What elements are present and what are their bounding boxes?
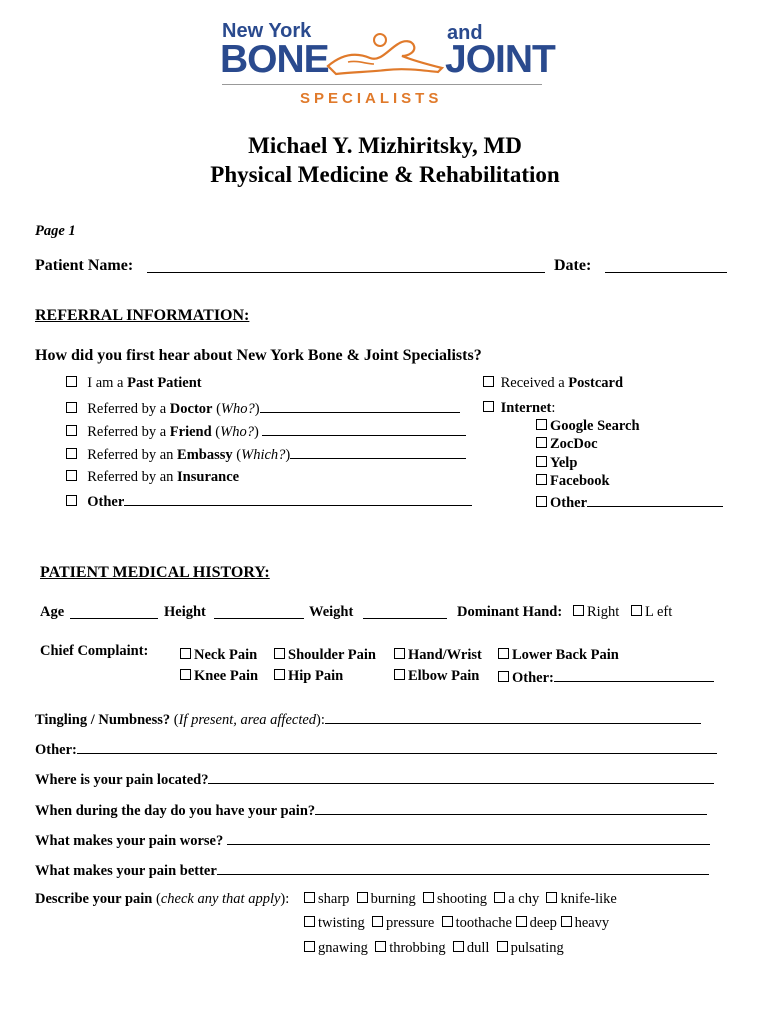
item-label: heavy <box>574 915 610 931</box>
referral-embassy[interactable] <box>66 445 466 464</box>
complaint-hip[interactable] <box>274 668 343 685</box>
item-italic: Which? <box>241 447 286 463</box>
describe-label: Describe your pain <box>35 891 153 907</box>
referral-insurance[interactable] <box>66 469 239 486</box>
checkbox[interactable] <box>536 496 547 507</box>
checkbox[interactable] <box>180 669 191 680</box>
item-label: dull <box>466 940 490 956</box>
item-text: ) <box>285 447 291 463</box>
item-bold: Doctor <box>169 401 213 417</box>
describe-note: check any that apply <box>160 891 281 907</box>
checkbox[interactable] <box>66 425 77 436</box>
item-label: Elbow Pain <box>408 668 480 684</box>
item-label: Right <box>587 604 620 620</box>
chief-complaint-label: Chief Complaint: <box>40 643 149 659</box>
referral-past-patient[interactable] <box>66 375 202 392</box>
page-number: Page 1 <box>35 223 76 239</box>
pain-achy[interactable] <box>494 891 539 907</box>
complaint-shoulder[interactable] <box>274 647 376 664</box>
item-bold: Embassy <box>177 447 233 463</box>
checkbox[interactable] <box>497 941 508 952</box>
where-label: Where is your pain located? <box>35 772 209 788</box>
item-bold: Friend <box>169 424 212 440</box>
item-text: ) <box>254 401 260 417</box>
item-text: Received a <box>500 375 569 391</box>
when-field[interactable] <box>315 801 707 815</box>
checkbox[interactable] <box>304 892 315 903</box>
tingling-note: If present, area affected <box>178 712 317 728</box>
item-label: Neck Pain <box>194 647 258 663</box>
better-row <box>35 861 709 880</box>
checkbox[interactable] <box>394 648 405 659</box>
logo-figure-icon <box>322 30 448 82</box>
checkbox[interactable] <box>536 419 547 430</box>
item-label: toothache <box>455 915 512 931</box>
complaint-knee[interactable] <box>180 668 258 685</box>
weight-label: Weight <box>309 604 354 620</box>
checkbox[interactable] <box>66 376 77 387</box>
checkbox[interactable] <box>536 474 547 485</box>
other-label: Other: <box>35 742 77 758</box>
weight-field[interactable] <box>363 605 447 619</box>
item-text: ( <box>211 424 221 440</box>
pain-toothache[interactable] <box>442 915 512 931</box>
hand-right[interactable] <box>573 604 619 621</box>
checkbox[interactable] <box>494 892 505 903</box>
pain-pulsating[interactable] <box>497 940 564 956</box>
logo-joint: JOINT <box>445 38 555 81</box>
checkbox[interactable] <box>483 376 494 387</box>
referral-question: How did you first hear about New York Bone & Joint Specialists? <box>35 347 482 364</box>
when-row <box>35 801 707 820</box>
tingling-row: Tingling / Numbness? (If present, area affected): <box>35 710 701 729</box>
item-label: Knee Pain <box>194 668 259 684</box>
referral-friend[interactable] <box>66 422 466 441</box>
item-label: sharp <box>318 891 350 907</box>
checkbox[interactable] <box>536 437 547 448</box>
specialty-title: Physical Medicine & Rehabilitation <box>210 162 560 187</box>
history-heading: PATIENT MEDICAL HISTORY: <box>40 564 270 581</box>
other-row <box>35 740 717 759</box>
checkbox[interactable] <box>274 669 285 680</box>
checkbox[interactable] <box>375 941 386 952</box>
better-field[interactable] <box>217 861 709 875</box>
checkbox[interactable] <box>453 941 464 952</box>
referral-internet[interactable] <box>483 400 555 417</box>
checkbox[interactable] <box>442 916 453 927</box>
item-label: ZocDoc <box>550 436 598 452</box>
pain-twisting[interactable] <box>304 915 365 931</box>
height-field[interactable] <box>214 605 304 619</box>
dominant-hand-label: Dominant Hand: <box>457 604 563 620</box>
item-label: Shoulder Pain <box>288 647 376 663</box>
tingling-field[interactable] <box>325 710 701 724</box>
item-label: burning <box>370 891 416 907</box>
checkbox[interactable] <box>66 448 77 459</box>
referral-other[interactable] <box>66 492 472 511</box>
other-field[interactable] <box>77 740 717 754</box>
checkbox[interactable] <box>394 669 405 680</box>
complaint-elbow[interactable] <box>394 668 479 685</box>
worse-field[interactable] <box>227 831 710 845</box>
internet-google[interactable] <box>536 418 640 435</box>
date-label: Date: <box>554 257 592 274</box>
age-field[interactable] <box>70 605 158 619</box>
embassy-field[interactable] <box>290 445 466 459</box>
where-row <box>35 770 714 789</box>
checkbox[interactable] <box>372 916 383 927</box>
item-label: Hip Pain <box>288 668 344 684</box>
item-label: throbbing <box>389 940 446 956</box>
item-bold: Past Patient <box>127 375 202 391</box>
pain-deep[interactable] <box>516 915 557 931</box>
tingling-label: Tingling / Numbness? <box>35 712 171 728</box>
checkbox[interactable] <box>66 402 77 413</box>
checkbox[interactable] <box>498 648 509 659</box>
pain-row-3 <box>304 940 564 957</box>
checkbox[interactable] <box>66 495 77 506</box>
pain-pressure[interactable] <box>372 915 434 931</box>
pain-row-2 <box>304 915 609 932</box>
logo-specialists: SPECIALISTS <box>300 90 443 107</box>
item-text: ( <box>212 401 221 417</box>
item-label: shooting <box>437 891 487 907</box>
item-label: L eft <box>645 604 673 620</box>
item-text: Referred by a <box>87 424 170 440</box>
item-bold: Other <box>87 494 125 510</box>
item-text: : <box>551 400 556 416</box>
item-italic: Who? <box>220 401 255 417</box>
checkbox[interactable] <box>546 892 557 903</box>
checkbox[interactable] <box>561 916 572 927</box>
pain-burning[interactable] <box>357 891 416 907</box>
item-text: I am a <box>87 375 128 391</box>
internet-facebook[interactable] <box>536 473 610 490</box>
item-label: pulsating <box>510 940 564 956</box>
pain-sharp[interactable] <box>304 891 349 907</box>
logo-and: and <box>447 22 483 44</box>
logo-bone: BONE <box>220 38 329 81</box>
pain-throbbing[interactable] <box>375 940 445 956</box>
item-label: knife-like <box>560 891 617 907</box>
patient-name-label: Patient Name: <box>35 257 134 274</box>
checkbox[interactable] <box>516 916 527 927</box>
item-label: Facebook <box>550 473 610 489</box>
pain-heavy[interactable] <box>561 915 610 931</box>
date-field[interactable] <box>605 259 727 273</box>
item-text: ) <box>253 424 263 440</box>
pain-knife-like[interactable] <box>546 891 616 907</box>
worse-label: What makes your pain worse? <box>35 833 224 849</box>
item-bold: Insurance <box>177 469 240 485</box>
checkbox[interactable] <box>66 470 77 481</box>
item-text: ( <box>232 447 242 463</box>
checkbox[interactable] <box>536 456 547 467</box>
checkbox[interactable] <box>304 916 315 927</box>
item-label: Other: <box>512 670 554 686</box>
checkbox[interactable] <box>631 605 642 616</box>
item-label: Google Search <box>550 418 640 434</box>
item-label: Yelp <box>550 455 578 471</box>
logo-divider <box>222 84 542 85</box>
referral-heading: REFERRAL INFORMATION: <box>35 307 250 324</box>
complaint-hand-wrist[interactable] <box>394 647 482 664</box>
logo-new-york: New York <box>222 20 312 42</box>
internet-zocdoc[interactable] <box>536 436 598 453</box>
checkbox[interactable] <box>180 648 191 659</box>
doctor-name: Michael Y. Mizhiritsky, MD <box>248 133 522 158</box>
patient-name-field[interactable] <box>147 259 545 273</box>
item-label: twisting <box>318 915 365 931</box>
item-bold: Internet <box>500 400 552 416</box>
complaint-other-field[interactable] <box>554 668 714 682</box>
doctor-field[interactable] <box>260 399 460 413</box>
checkbox[interactable] <box>274 648 285 659</box>
item-label: Hand/Wrist <box>408 647 482 663</box>
item-bold: Postcard <box>568 375 624 391</box>
item-label: pressure <box>385 915 435 931</box>
age-label: Age <box>40 604 65 620</box>
item-italic: Who? <box>220 424 254 440</box>
complaint-neck[interactable] <box>180 647 257 664</box>
where-field[interactable] <box>208 770 714 784</box>
referral-postcard[interactable] <box>483 375 623 392</box>
pain-dull[interactable] <box>453 940 490 956</box>
pain-shooting[interactable] <box>423 891 487 907</box>
item-label: Lower Back Pain <box>512 647 619 663</box>
pain-row-1 <box>304 891 617 908</box>
item-label: Other <box>550 495 588 511</box>
item-label: gnawing <box>318 940 368 956</box>
worse-row <box>35 831 710 850</box>
complaint-other[interactable] <box>498 668 714 687</box>
item-label: deep <box>529 915 557 931</box>
checkbox[interactable] <box>357 892 368 903</box>
item-text: Referred by an <box>87 447 178 463</box>
internet-other[interactable] <box>536 493 723 512</box>
describe-row: Describe your pain (check any that apply): <box>35 891 290 907</box>
checkbox[interactable] <box>304 941 315 952</box>
referral-doctor[interactable] <box>66 399 460 418</box>
internet-yelp[interactable] <box>536 455 577 472</box>
checkbox[interactable] <box>423 892 434 903</box>
complaint-lower-back[interactable] <box>498 647 619 664</box>
referral-other-field[interactable] <box>124 492 472 506</box>
hand-left[interactable] <box>631 604 672 621</box>
item-text: Referred by an <box>87 469 178 485</box>
better-label: What makes your pain better <box>35 863 217 879</box>
when-label: When during the day do you have your pain? <box>35 803 316 819</box>
checkbox[interactable] <box>573 605 584 616</box>
checkbox[interactable] <box>483 401 494 412</box>
item-text: Referred by a <box>87 401 170 417</box>
height-label: Height <box>164 604 206 620</box>
pain-gnawing[interactable] <box>304 940 368 956</box>
internet-other-field[interactable] <box>587 493 723 507</box>
friend-field[interactable] <box>262 422 466 436</box>
item-label: a chy <box>508 891 540 907</box>
checkbox[interactable] <box>498 671 509 682</box>
